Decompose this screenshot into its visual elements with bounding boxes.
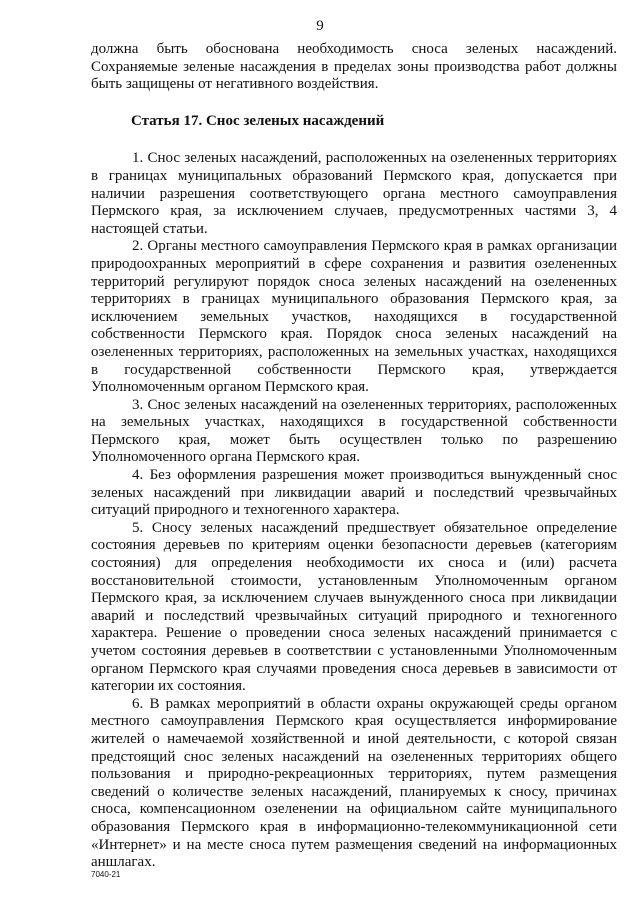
document-code: 7040-21 — [91, 870, 121, 879]
article-title: Статья 17. Снос зеленых насаждений — [131, 112, 385, 129]
paragraph-4: 4. Без оформления разрешения может производиться вынужденный снос зеленых насаждений при ликвидации аварий и последствий чрезвычайных ситуаций природного и техногенного характера. — [91, 467, 617, 519]
paragraph-3: 3. Снос зеленых насаждений на озелененных территориях, расположенных на земельных участках, находящихся в государственной собственности Пермского края, может быть осуществлен только по разрешению Уполномоченного органа Пермского края. — [91, 396, 617, 466]
paragraph-5: 5. Сносу зеленых насаждений предшествует обязательное определение состояния деревьев по критериям оценки безопасности деревьев (категориям состояния) для определения необходимости их сноса и (или) расчета восстановительной стоимости, установленным Уполномоченным органом Пермского края, за исключением случаев вынужденного сноса при ликвидации аварий и последствий чрезвычайных ситуаций природного и техногенного характера. Решение о проведении сноса зеленых насаждений принимается с учетом состояния деревьев в соответствии с установленными Уполномоченным органом Пермского края случаями проведения сноса деревьев в зависимости от категории их состояния. — [91, 519, 617, 695]
paragraph-2: 2. Органы местного самоуправления Пермского края в рамках организации природоохранных мероприятий в сфере сохранения и развития озелененных территорий регулируют порядок сноса зеленых насаждений на озелененных территориях в границах муниципального образования Пермского края, за исключением земельных участков, находящихся в государственной собственности Пермского края. Порядок сноса зеленых насаждений на озелененных территориях, расположенных на земельных участках, находящихся в государственной собственности Пермского края, утверждается Уполномоченным органом Пермского края. — [91, 238, 617, 396]
paragraph-6: 6. В рамках мероприятий в области охраны окружающей среды органом местного самоуправления Пермского края осуществляется информирование жителей о намечаемой хозяйственной и иной деятельности, с которой связан предстоящий снос зеленых насаждений на озелененных территориях общего пользования и природно-рекреационных территориях, путем размещения сведений о количестве зеленых насаждений, планируемых к сносу, причинах сноса, компенсационном озеленении на официальном сайте муниципального образования Пермского края в информационно-телекоммуникационной сети «Интернет» и на месте сноса путем размещения сведений на информационных аншлагах. — [91, 695, 617, 871]
document-body — [91, 41, 617, 872]
page-number: 9 — [316, 18, 324, 34]
intro-paragraph: должна быть обоснована необходимость сноса зеленых насаждений. Сохраняемые зеленые насаждения в пределах зоны производства работ должны быть защищены от негативного воздействия. — [91, 41, 617, 93]
paragraph-1: 1. Снос зеленых насаждений, расположенных на озелененных территориях в границах муниципальных образований Пермского края, допускается при наличии разрешения соответствующего органа местного самоуправления Пермского края, за исключением случаев, предусмотренных частями 3, 4 настоящей статьи. — [91, 150, 617, 237]
